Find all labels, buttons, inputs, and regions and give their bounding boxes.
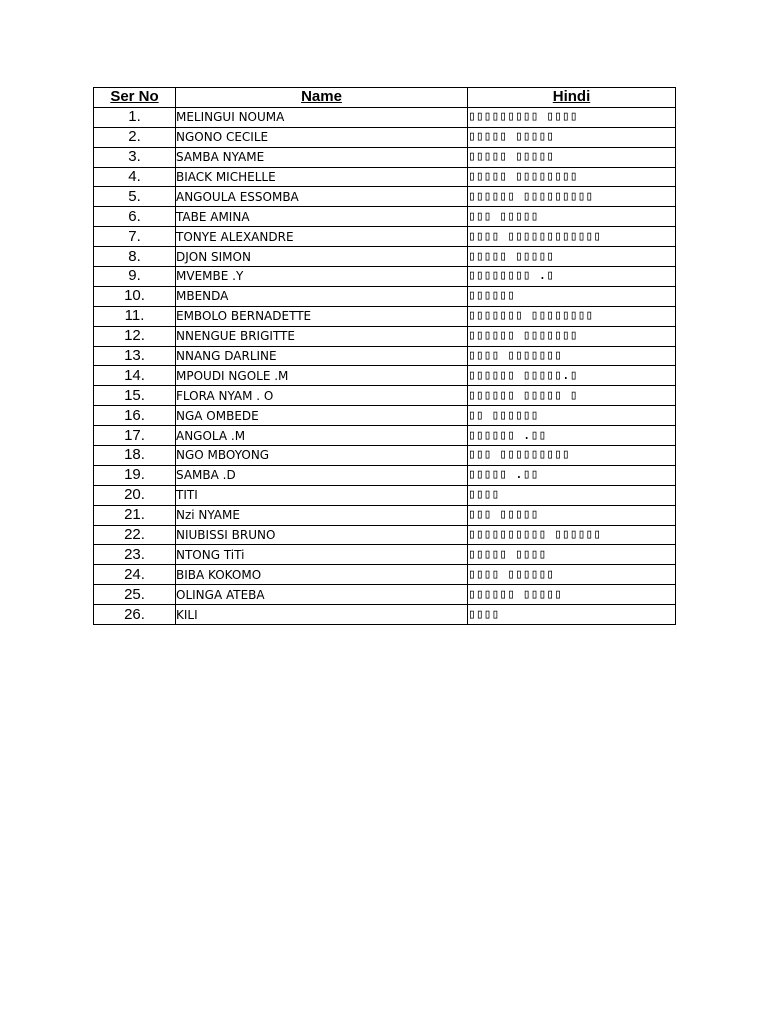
table-row (94, 406, 676, 426)
hindi-cell: ▯▯▯ ▯▯▯▯▯ (468, 505, 676, 525)
table-row (94, 346, 676, 366)
hindi-cell: ▯▯▯▯ ▯▯▯▯▯▯▯▯▯▯▯▯ (468, 227, 676, 247)
table-row (94, 227, 676, 247)
serial-number-cell: 22. (94, 525, 176, 545)
serial-number-cell: 14. (94, 366, 176, 386)
serial-number-cell: 20. (94, 485, 176, 505)
serial-number-cell: 2. (94, 127, 176, 147)
hindi-cell: ▯▯ ▯▯▯▯▯▯ (468, 406, 676, 426)
serial-number-cell: 4. (94, 167, 176, 187)
hindi-cell: ▯▯▯▯▯ ▯▯▯▯ (468, 545, 676, 565)
serial-number-cell: 1. (94, 107, 176, 127)
name-cell: DJON SIMON (176, 247, 468, 267)
table-row (94, 267, 676, 287)
table-row (94, 446, 676, 466)
table-row (94, 386, 676, 406)
table-row (94, 247, 676, 267)
serial-number-cell: 25. (94, 585, 176, 605)
serial-number-cell: 9. (94, 267, 176, 287)
serial-number-cell: 18. (94, 446, 176, 466)
hindi-cell: ▯▯▯▯▯▯ ▯▯▯▯▯ ▯ (468, 386, 676, 406)
hindi-cell: ▯▯▯▯▯▯▯▯▯▯ ▯▯▯▯▯▯ (468, 525, 676, 545)
hindi-cell: ▯▯▯ ▯▯▯▯▯▯▯▯▯ (468, 446, 676, 466)
hindi-cell: ▯▯▯▯▯▯▯▯ .▯ (468, 267, 676, 287)
serial-number-cell: 17. (94, 426, 176, 446)
hindi-cell: ▯▯▯▯▯▯▯▯▯ ▯▯▯▯ (468, 107, 676, 127)
table-row (94, 326, 676, 346)
table-row (94, 147, 676, 167)
table-row (94, 127, 676, 147)
name-cell: TABE AMINA (176, 207, 468, 227)
table-row (94, 167, 676, 187)
name-cell: MBENDA (176, 286, 468, 306)
table-row (94, 107, 676, 127)
name-cell: SAMBA .D (176, 465, 468, 485)
hindi-cell: ▯▯▯▯ (468, 605, 676, 625)
name-cell: KILI (176, 605, 468, 625)
serial-number-cell: 11. (94, 306, 176, 326)
hindi-cell: ▯▯▯▯▯▯ ▯▯▯▯▯.▯ (468, 366, 676, 386)
table-row (94, 485, 676, 505)
name-cell: Nzi NYAME (176, 505, 468, 525)
serial-number-cell: 10. (94, 286, 176, 306)
hindi-cell: ▯▯▯▯▯▯ ▯▯▯▯▯▯▯▯▯ (468, 187, 676, 207)
table-row (94, 426, 676, 446)
name-cell: OLINGA ATEBA (176, 585, 468, 605)
name-cell: ANGOULA ESSOMBA (176, 187, 468, 207)
serial-number-cell: 6. (94, 207, 176, 227)
hindi-cell: ▯▯▯▯▯ .▯▯ (468, 465, 676, 485)
table-row (94, 306, 676, 326)
name-cell: FLORA NYAM . O (176, 386, 468, 406)
name-cell: TITI (176, 485, 468, 505)
table-row (94, 585, 676, 605)
hindi-cell: ▯▯▯▯▯ ▯▯▯▯▯ (468, 127, 676, 147)
name-cell: NIUBISSI BRUNO (176, 525, 468, 545)
roster-table (93, 87, 676, 625)
serial-number-cell: 26. (94, 605, 176, 625)
table-row (94, 505, 676, 525)
hindi-cell: ▯▯▯▯▯ ▯▯▯▯▯ (468, 147, 676, 167)
serial-number-cell: 19. (94, 465, 176, 485)
hindi-cell: ▯▯▯ ▯▯▯▯▯ (468, 207, 676, 227)
table-row (94, 605, 676, 625)
serial-number-cell: 5. (94, 187, 176, 207)
table-row (94, 465, 676, 485)
hindi-cell: ▯▯▯▯▯ ▯▯▯▯▯ (468, 247, 676, 267)
table-row (94, 286, 676, 306)
name-cell: NNANG DARLINE (176, 346, 468, 366)
serial-number-cell: 23. (94, 545, 176, 565)
name-cell: NGO MBOYONG (176, 446, 468, 466)
hindi-cell: ▯▯▯▯▯▯ ▯▯▯▯▯▯▯ (468, 326, 676, 346)
hindi-cell: ▯▯▯▯▯▯ ▯▯▯▯▯ (468, 585, 676, 605)
serial-number-cell: 12. (94, 326, 176, 346)
header-row (94, 88, 676, 108)
name-cell: TONYE ALEXANDRE (176, 227, 468, 247)
hindi-cell: ▯▯▯▯ ▯▯▯▯▯▯ (468, 565, 676, 585)
table-row (94, 545, 676, 565)
hindi-cell: ▯▯▯▯ ▯▯▯▯▯▯▯ (468, 346, 676, 366)
name-cell: BIACK MICHELLE (176, 167, 468, 187)
hindi-cell: ▯▯▯▯▯▯▯ ▯▯▯▯▯▯▯▯ (468, 306, 676, 326)
name-cell: EMBOLO BERNADETTE (176, 306, 468, 326)
name-cell: MPOUDI NGOLE .M (176, 366, 468, 386)
header-name: Name (176, 88, 468, 108)
header-ser-no: Ser No (94, 88, 176, 108)
serial-number-cell: 16. (94, 406, 176, 426)
hindi-cell: ▯▯▯▯▯ ▯▯▯▯▯▯▯▯ (468, 167, 676, 187)
name-cell: NNENGUE BRIGITTE (176, 326, 468, 346)
hindi-cell: ▯▯▯▯▯▯ (468, 286, 676, 306)
serial-number-cell: 21. (94, 505, 176, 525)
hindi-cell: ▯▯▯▯ (468, 485, 676, 505)
name-cell: MVEMBE .Y (176, 267, 468, 287)
name-cell: NGA OMBEDE (176, 406, 468, 426)
name-cell: NGONO CECILE (176, 127, 468, 147)
serial-number-cell: 7. (94, 227, 176, 247)
table-row (94, 366, 676, 386)
serial-number-cell: 3. (94, 147, 176, 167)
header-hindi: Hindi (468, 88, 676, 108)
table-row (94, 187, 676, 207)
table-row (94, 565, 676, 585)
name-cell: SAMBA NYAME (176, 147, 468, 167)
name-cell: ANGOLA .M (176, 426, 468, 446)
table-row (94, 525, 676, 545)
name-cell: BIBA KOKOMO (176, 565, 468, 585)
hindi-cell: ▯▯▯▯▯▯ .▯▯ (468, 426, 676, 446)
serial-number-cell: 24. (94, 565, 176, 585)
serial-number-cell: 15. (94, 386, 176, 406)
name-cell: NTONG TiTi (176, 545, 468, 565)
serial-number-cell: 8. (94, 247, 176, 267)
serial-number-cell: 13. (94, 346, 176, 366)
name-cell: MELINGUI NOUMA (176, 107, 468, 127)
table-row (94, 207, 676, 227)
